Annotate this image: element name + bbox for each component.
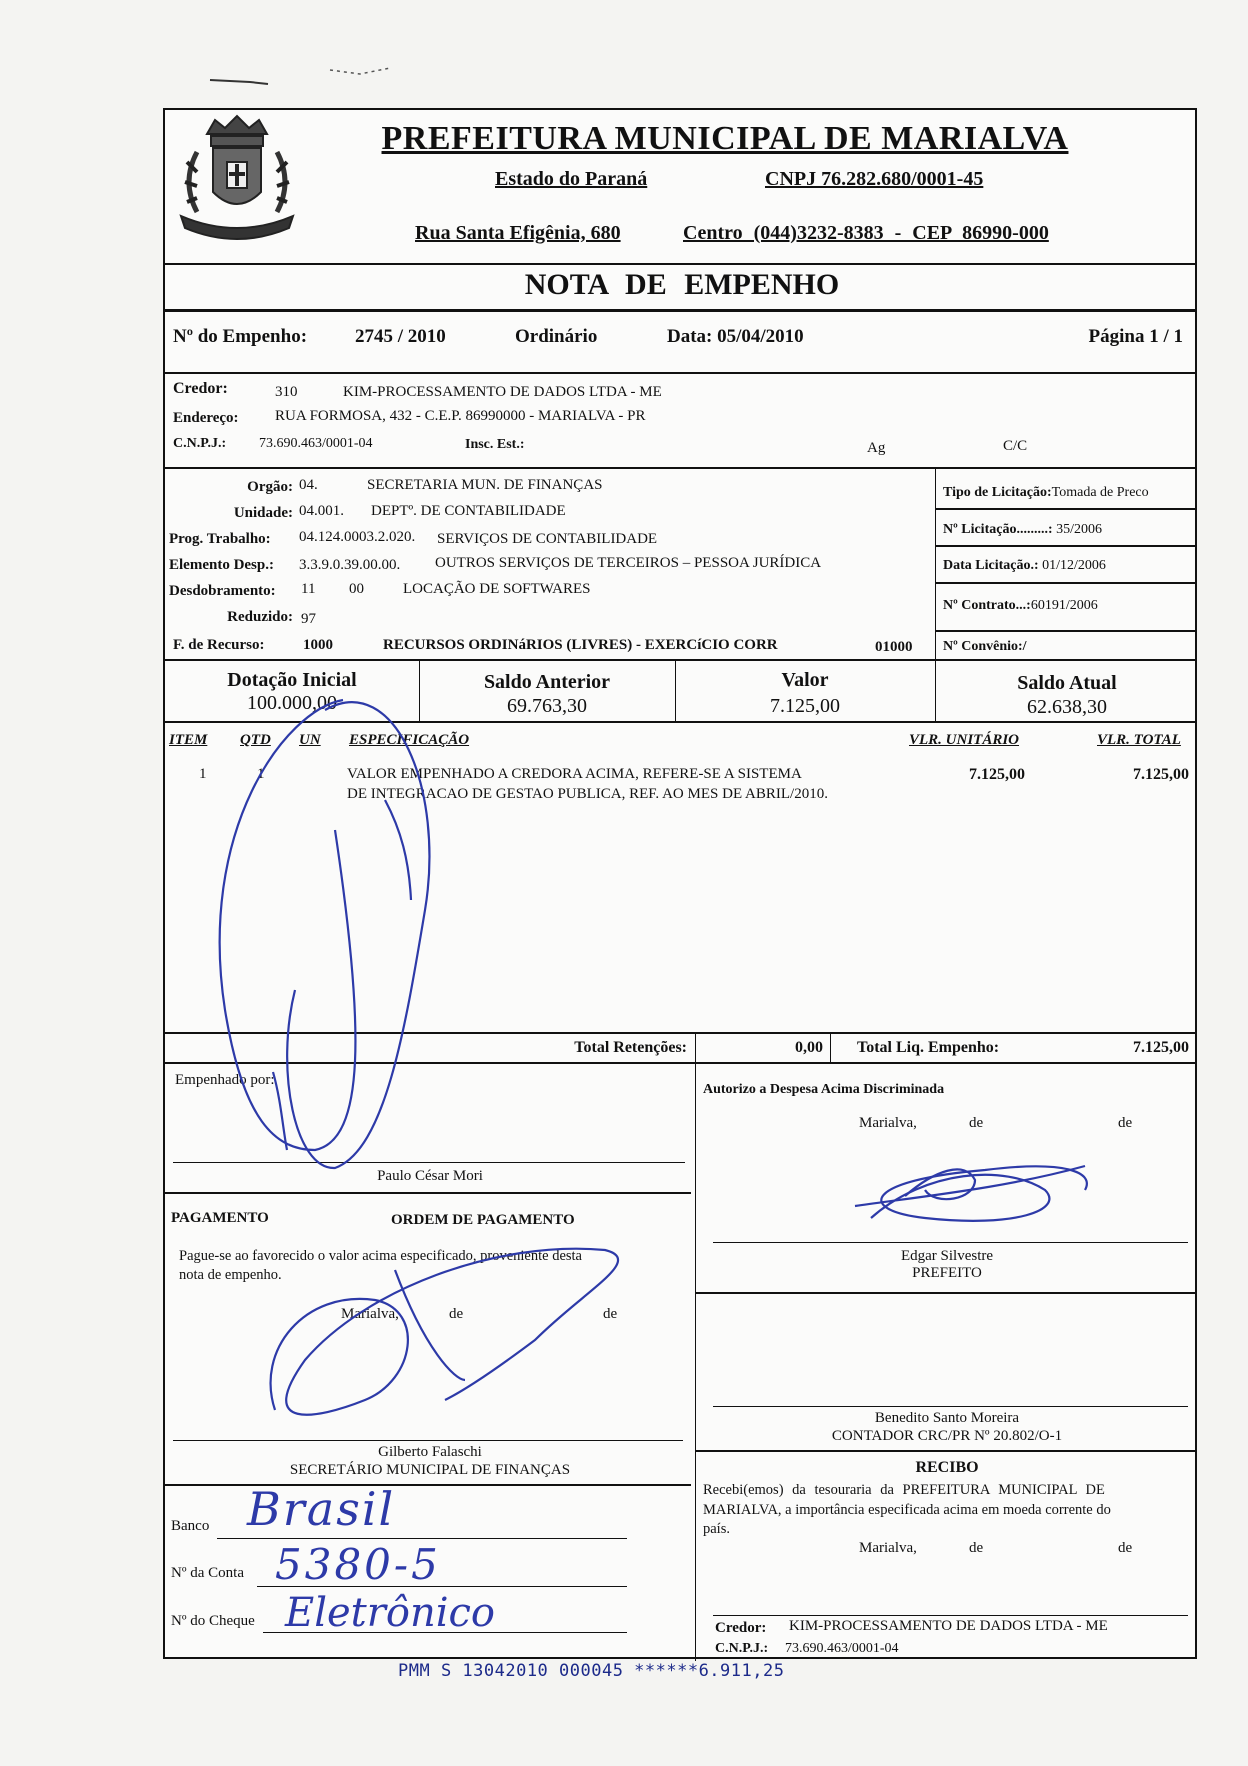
elemento-label: Elemento Desp.: [169,557,274,573]
processing-stamp: PMM S 13042010 000045 ******6.911,25 [398,1661,785,1681]
empenhado-por-name: Paulo César Mori [377,1168,483,1184]
recibo-cnpj-label: C.N.P.J.: [715,1641,769,1656]
nota-de-empenho-form [163,108,1197,1659]
total-liquido-label: Total Liq. Empenho: [857,1039,1000,1056]
recibo-credor-label: Credor: [715,1620,767,1636]
account-label: C/C [1003,438,1028,454]
recurso-label: F. de Recurso: [173,637,265,653]
recibo-title: RECIBO [915,1459,979,1476]
pagamento-de-2: de [603,1306,618,1322]
empenhado-por-label: Empenhado por: [175,1072,275,1088]
dotacao-inicial-label: Dotação Inicial [227,669,357,691]
item-total-value: 7.125,00 [1133,766,1189,783]
cheque-handwritten: Eletrônico [285,1590,495,1636]
address-label: Endereço: [173,410,239,426]
col-un: UN [299,732,321,748]
col-vlr-total: VLR. TOTAL [1097,732,1181,748]
licitacao-date-label: Data Licitação.: [943,558,1039,573]
state-name: Estado do Paraná [495,168,648,190]
orgao-code: 04. [299,477,318,493]
reduzido-value: 97 [301,611,316,627]
cnpj-label: C.N.P.J.: [173,436,227,451]
empenho-number-label: Nº do Empenho: [173,326,308,347]
desdobramento-label: Desdobramento: [169,583,276,599]
orgao-name: SECRETARIA MUN. DE FINANÇAS [367,477,603,493]
empenho-number: 2745 / 2010 [355,326,446,347]
creditor-code: 310 [275,384,298,400]
desdobramento-name: LOCAÇÃO DE SOFTWARES [403,581,591,597]
municipality-address: Rua Santa Efigênia, 680 [415,222,621,244]
conta-label: Nº da Conta [171,1565,244,1581]
autorizo-label: Autorizo a Despesa Acima Discriminada [703,1082,945,1097]
pagamento-city: Marialva, [341,1306,399,1322]
reduzido-label: Reduzido: [227,609,293,625]
pagamento-de-1: de [449,1306,464,1322]
banco-handwritten: Brasil [247,1482,396,1536]
empenho-date: Data: 05/04/2010 [667,326,804,347]
orgao-label: Orgão: [247,479,293,495]
saldo-anterior-value: 69.763,30 [507,695,587,717]
recibo-city: Marialva, [859,1540,917,1556]
licitacao-date: 01/12/2006 [1042,558,1106,573]
dotacao-inicial-value: 100.000,00 [247,692,337,714]
recibo-text-line-1: Recebi(emos) da tesouraria da PREFEITURA MUNICIPAL DE [703,1482,1105,1498]
autorizo-city: Marialva, [859,1115,917,1131]
recibo-de-2: de [1118,1540,1133,1556]
empenho-type: Ordinário [515,326,598,347]
licitacao-number-label: Nº Licitação.........: [943,522,1053,537]
licitacao-type-label-text: Tipo de Licitação: [943,485,1052,500]
contador-name: Benedito Santo Moreira [874,1410,1020,1426]
item-description-line-2: DE INTEGRACAO DE GESTAO PUBLICA, REF. AO MES DE ABRIL/2010. [347,786,828,802]
secretario-name: Gilberto Falaschi [378,1444,482,1460]
total-retencoes-value: 0,00 [795,1039,823,1056]
creditor-address: RUA FORMOSA, 432 - C.E.P. 86990000 - MARIALVA - PR [275,408,646,424]
creditor-label: Credor: [173,380,228,397]
item-unit-value: 7.125,00 [969,766,1025,783]
state-registration-label: Insc. Est.: [465,437,525,452]
prog-trabalho-name: SERVIÇOS DE CONTABILIDADE [437,531,658,547]
creditor-name: KIM-PROCESSAMENTO DE DADOS LTDA - ME [343,384,662,400]
scan-marks [190,60,510,90]
item-number: 1 [199,766,207,782]
municipality-cnpj: CNPJ 76.282.680/0001-45 [765,168,984,190]
col-item: ITEM [169,732,208,748]
recurso-name: RECURSOS ORDINáRIOS (LIVRES) - EXERCíCIO CORR [383,637,778,653]
unidade-name: DEPTº. DE CONTABILIDADE [371,503,566,519]
recibo-credor: KIM-PROCESSAMENTO DE DADOS LTDA - ME [789,1618,1108,1634]
elemento-code: 3.3.9.0.39.00.00. [299,557,401,573]
total-liquido-value: 7.125,00 [1133,1039,1189,1056]
saldo-atual-label: Saldo Atual [1017,672,1117,694]
item-description-line-1: VALOR EMPENHADO A CREDORA ACIMA, REFERE-SE A SISTEMA [347,766,802,782]
municipality-title: PREFEITURA MUNICIPAL DE MARIALVA [381,120,1069,157]
saldo-anterior-label: Saldo Anterior [483,671,611,693]
page-number: Página 1 / 1 [1088,326,1183,347]
col-especificacao: ESPECIFICAÇÃO [349,732,470,748]
total-retencoes-label: Total Retenções: [574,1039,687,1056]
handwritten-signatures [165,110,1199,1661]
document-title: NOTA DE EMPENHO [524,268,840,301]
contador-role: CONTADOR CRC/PR Nº 20.802/O-1 [831,1428,1063,1444]
valor-label: Valor [781,669,829,691]
desdobramento-code-1: 11 [301,581,316,597]
creditor-cnpj: 73.690.463/0001-04 [259,436,373,451]
cheque-label: Nº do Cheque [171,1613,255,1629]
recibo-cnpj: 73.690.463/0001-04 [785,1641,899,1656]
banco-label: Banco [171,1518,210,1534]
pagamento-label: PAGAMENTO [171,1210,269,1226]
autorizo-de-1: de [969,1115,984,1131]
secretario-role: SECRETÁRIO MUNICIPAL DE FINANÇAS [289,1462,571,1478]
unidade-label: Unidade: [233,505,293,521]
prog-trabalho-label: Prog. Trabalho: [169,531,271,547]
convenio-label: Nº Convênio:/ [943,639,1027,654]
valor-value: 7.125,00 [770,695,840,717]
prefeito-role: PREFEITO [912,1265,982,1281]
elemento-name: OUTROS SERVIÇOS DE TERCEIROS – PESSOA JURÍDICA [435,555,822,571]
municipality-contact: Centro (044)3232-8383 - CEP 86990-000 [683,222,1049,244]
prog-trabalho-code: 04.124.0003.2.020. [299,529,416,545]
pagamento-text-line-1: Pague-se ao favorecido o valor acima especificado, proveniente desta [179,1248,582,1264]
item-qty: 1 [257,766,265,782]
recibo-text-line-2: MARIALVA, a importância especificada acima em moeda corrente do [703,1502,1111,1518]
prefeito-name: Edgar Silvestre [900,1248,994,1264]
saldo-atual-value: 62.638,30 [1027,696,1107,718]
recurso-code-2: 01000 [875,639,913,655]
recurso-code: 1000 [303,637,333,653]
pagamento-text-line-2: nota de empenho. [179,1267,282,1283]
recibo-text-line-3: país. [703,1521,730,1537]
col-qtd: QTD [240,732,271,748]
contrato-number: 60191/2006 [1030,598,1098,613]
agency-label: Ag [867,440,886,456]
col-vlr-unitario: VLR. UNITÁRIO [909,732,1020,748]
unidade-code: 04.001. [299,503,344,519]
autorizo-de-2: de [1118,1115,1133,1131]
ordem-pagamento-label: ORDEM DE PAGAMENTO [391,1212,575,1228]
contrato-label: Nº Contrato...: [943,598,1031,613]
recibo-de-1: de [969,1540,984,1556]
licitacao-type: Tomada de Preco [1051,485,1149,500]
conta-handwritten: 5380-5 [275,1540,441,1589]
licitacao-number: 35/2006 [1056,522,1102,537]
desdobramento-code-2: 00 [349,581,364,597]
